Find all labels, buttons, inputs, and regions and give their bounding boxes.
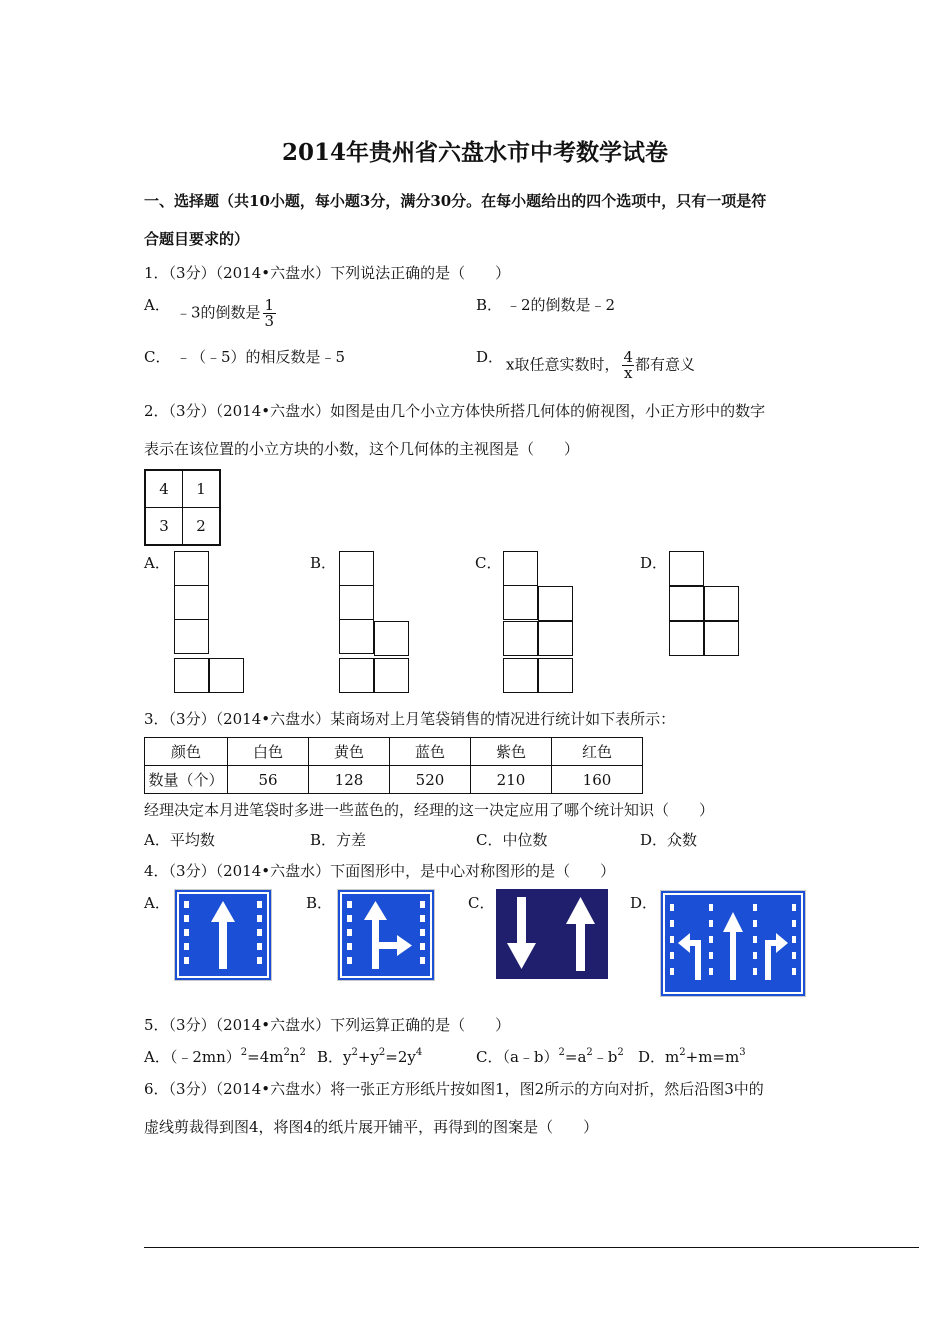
cube <box>669 586 704 621</box>
table-cell: 紫色 <box>471 738 552 766</box>
grid-cell: 3 <box>145 508 183 546</box>
q3-option-a: A．平均数 <box>144 831 215 849</box>
q6-line1: 6．（3分）（2014•六盘水）将一张正方形纸片按如图1，图2所示的方向对折，然后沿图3中的 <box>144 1080 764 1098</box>
q4-option-b-label: B． <box>306 894 333 912</box>
q5-option-c: C．$(a﹣b)^2=a^2﹣b^2$ <box>476 1047 624 1066</box>
cube <box>339 658 374 693</box>
cube <box>174 658 209 693</box>
table-cell: 数量（个） <box>145 766 228 794</box>
q2-line1: 2．（3分）（2014•六盘水）如图是由几个小立方体快所搭几何体的俯视图，小正方形中的数字 <box>144 402 766 420</box>
q1-d-option <box>506 350 695 381</box>
fraction-one-third <box>263 298 277 329</box>
cube <box>174 551 209 586</box>
q2-option-b-label: B． <box>310 554 337 572</box>
cube <box>374 658 409 693</box>
frac-den: 3 <box>264 312 275 330</box>
q6-line2: 虚线剪裁得到图4，将图4的纸片展开铺平，再得到的图案是（ ） <box>144 1118 599 1136</box>
cube <box>503 585 538 620</box>
q2-line2: 表示在该位置的小立方块的小数，这个几何体的主视图是（ ） <box>144 440 580 458</box>
q4-stem: 4．（3分）（2014•六盘水）下面图形中，是中心对称图形的是（ ） <box>144 862 616 880</box>
q1-c-text: ﹣（﹣5）的相反数是﹣5 <box>176 348 346 366</box>
q2-option-c-label: C． <box>475 554 502 572</box>
q3-stem: 3．（3分）（2014•六盘水）某商场对上月笔袋销售的情况进行统计如下表所示： <box>144 710 676 728</box>
cube <box>209 658 244 693</box>
table-cell: 210 <box>471 766 552 794</box>
q1-d-text1: x取任意实数时， <box>506 355 620 374</box>
footer-divider <box>144 1247 919 1248</box>
q1-b-text: ﹣2的倒数是﹣2 <box>506 296 616 314</box>
cube <box>669 621 704 656</box>
q2-option-a-label: A． <box>144 554 170 572</box>
frac-num: 4 <box>623 348 634 366</box>
q1-a-option <box>176 298 276 329</box>
straight-right-arrow-sign-icon <box>337 889 435 981</box>
frac-num: 1 <box>264 296 275 314</box>
q1-a-text: ﹣3的倒数是 <box>176 303 261 322</box>
q1-d-text2: 都有意义 <box>635 355 696 374</box>
grid-cell: 4 <box>145 470 183 508</box>
q1-stem: 1．（3分）（2014•六盘水）下列说法正确的是（ ） <box>144 264 511 282</box>
table-cell: 颜色 <box>145 738 228 766</box>
table-cell: 520 <box>390 766 471 794</box>
cube <box>374 621 409 656</box>
grid-cell: 1 <box>183 470 221 508</box>
q3-after: 经理决定本月进笔袋时多进一些蓝色的，经理的这一决定应用了哪个统计知识（ ） <box>144 801 715 819</box>
section-heading-line1: 一、选择题（共10小题，每小题3分，满分30分。在每小题给出的四个选项中，只有一项是符 <box>144 192 767 210</box>
multi-lane-arrow-sign-icon <box>660 890 806 997</box>
cube <box>174 585 209 620</box>
table-cell: 黄色 <box>309 738 390 766</box>
q1-a-label: A． <box>144 296 170 314</box>
q1-b-label: B． <box>476 296 503 314</box>
q5-stem: 5．（3分）（2014•六盘水）下列运算正确的是（ ） <box>144 1016 511 1034</box>
section-heading-line2: 合题目要求的） <box>144 230 250 248</box>
q3-option-c: C．中位数 <box>476 831 548 849</box>
table-cell: 红色 <box>552 738 643 766</box>
q2-option-d-label: D． <box>640 554 668 572</box>
up-down-arrow-sign-icon <box>496 889 608 979</box>
cube <box>538 621 573 656</box>
cube <box>339 619 374 654</box>
cube <box>503 658 538 693</box>
q3-option-b: B．方差 <box>310 831 367 849</box>
table-row <box>145 766 643 794</box>
page-title: 2014年贵州省六盘水市中考数学试卷 <box>281 139 668 166</box>
q4-option-d-label: D． <box>630 894 658 912</box>
cube <box>503 551 538 586</box>
table-cell: 160 <box>552 766 643 794</box>
cube <box>538 658 573 693</box>
top-view-grid <box>144 469 221 546</box>
q5-option-d: D．$m^2+m=m^3$ <box>638 1047 746 1066</box>
q3-option-d: D．众数 <box>640 831 698 849</box>
table-cell: 56 <box>228 766 309 794</box>
table-cell: 蓝色 <box>390 738 471 766</box>
table-cell: 白色 <box>228 738 309 766</box>
cube <box>339 551 374 586</box>
frac-den: x <box>624 364 633 382</box>
q5-option-a: A．$(﹣2mn)^2=4m^2n^2$ <box>144 1047 306 1066</box>
q5-option-b: B．$y^2+y^2=2y^4$ <box>317 1047 423 1066</box>
grid-cell: 2 <box>183 508 221 546</box>
table-cell: 128 <box>309 766 390 794</box>
cube <box>339 585 374 620</box>
q4-option-c-label: C． <box>468 894 495 912</box>
cube <box>174 619 209 654</box>
sales-table <box>144 737 643 794</box>
table-row <box>145 738 643 766</box>
cube <box>704 621 739 656</box>
cube <box>704 586 739 621</box>
cube <box>503 621 538 656</box>
fraction-four-over-x <box>621 350 635 381</box>
straight-arrow-sign-icon <box>174 889 272 981</box>
q1-c-label: C． <box>144 348 171 366</box>
q4-option-a-label: A． <box>144 894 170 912</box>
q1-d-label: D． <box>476 348 504 366</box>
cube <box>538 586 573 621</box>
cube <box>669 551 704 586</box>
